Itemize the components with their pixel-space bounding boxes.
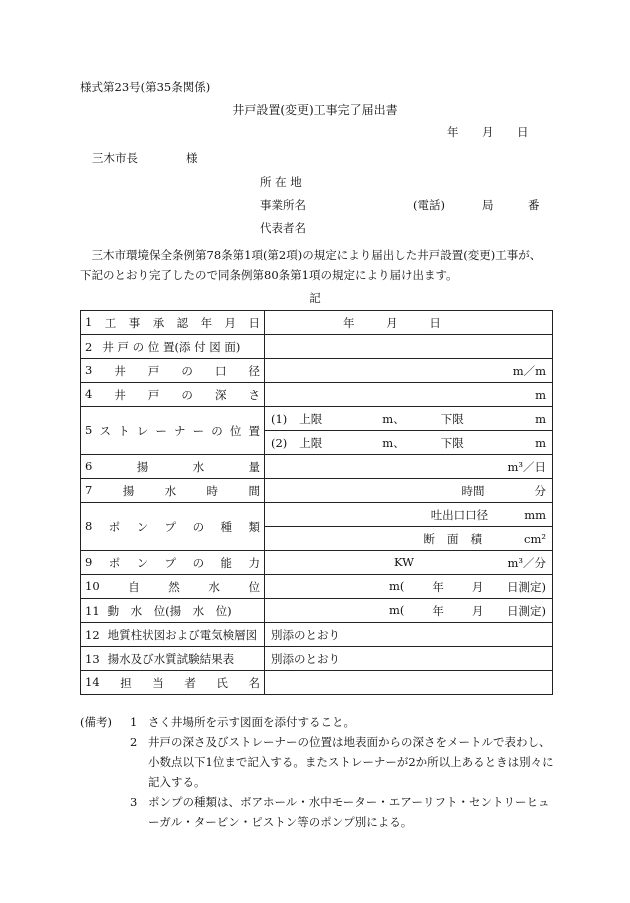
row-label: 5 ス ト レ ー ナ ー の 位 置 [81,407,265,455]
document-title: 井戸設置(変更)工事完了届出書 [232,103,398,117]
row-label: 1 工 事 承 認 年 月 日 [81,311,265,335]
table-row [81,599,553,623]
table-row [81,383,553,407]
table-row [81,479,553,503]
address-label: 所 在 地 [260,175,302,189]
table-row [81,407,553,455]
addressee-name: 三木市長 [92,151,138,165]
intro-line-2: 下記のとおり完了したので同条例第80条第1項の規定により届け出ます。 [80,268,458,282]
table-row [81,551,553,575]
strainer-row-2[interactable]: (2) 上限 m、 下限 m [265,430,552,454]
date-year-label: 年 [447,125,459,139]
pump-capacity-field[interactable]: KW m³／分 [265,551,553,575]
form-number: 様式第23号(第35条関係) [80,80,211,94]
well-position-field[interactable] [265,335,553,359]
pumping-volume-field[interactable]: m³／日 [265,455,553,479]
intro-line-1: 三木市環境保全条例第78条第1項(第2項)の規定により届出した井戸設置(変更)工事が、 [91,248,542,262]
table-row [81,671,553,695]
note-item: (備考) 1 さく井場所を示す図面を添付すること。 [80,712,560,732]
row-label: 7 揚 水 時 間 [81,479,265,503]
note-item: 3 ポンプの種類は、ボアホール・水中モーター・エアーリフト・セントリーヒューガル・タービン・ピストン等のポンプ別による。 [130,795,550,829]
row-label: 11 動 水 位(揚 水 位) [81,599,265,623]
strainer-row-1[interactable]: (1) 上限 m、 下限 m [271,411,546,426]
row-label: 14 担 当 者 氏 名 [81,671,265,695]
table-row [81,455,553,479]
table-row [81,623,553,647]
row-label: 2 井 戸 の 位 置(添 付 図 面) [81,335,265,359]
row-label: 8 ポ ン プ の 種 類 [81,503,265,551]
well-diameter-field[interactable]: m／m [265,359,553,383]
row-label: 10 自 然 水 位 [81,575,265,599]
natural-water-level-field[interactable]: m( 年 月 日測定) [265,575,553,599]
geological-log-field[interactable]: 別添のとおり [265,623,553,647]
ki-heading: 記 [309,291,321,305]
table-row [81,311,553,335]
row-label: 3 井 戸 の 口 径 [81,359,265,383]
representative-label: 代表者名 [260,221,306,235]
phone-kyoku-label: 局 [482,198,494,212]
phone-label: (電話) [413,198,445,212]
approval-date-field[interactable]: 年 月 日 [265,311,553,335]
intro-paragraph [80,245,560,285]
table-row [81,359,553,383]
row-label: 9 ポ ン プ の 能 力 [81,551,265,575]
remarks-heading: (備考) [80,715,112,729]
pump-type-field[interactable] [265,503,553,551]
pumping-time-field[interactable]: 時間 分 [265,479,553,503]
well-depth-field[interactable]: m [265,383,553,407]
row-label: 12 地質柱状図および電気検層図 [81,623,265,647]
row-label: 6 揚 水 量 [81,455,265,479]
person-in-charge-field[interactable] [265,671,553,695]
remarks-section [80,712,560,832]
discharge-diameter-row[interactable]: 吐出口口径 mm [430,507,546,522]
office-name-label: 事業所名 [260,198,306,212]
dynamic-water-level-field[interactable]: m( 年 月 日測定) [265,599,553,623]
date-month-label: 月 [482,125,494,139]
completion-form-table [80,310,553,695]
table-row [81,575,553,599]
note-item: 2 井戸の深さ及びストレーナーの位置は地表面からの深さをメートルで表わし、小数点以下1位まで記入する。またストレーナーが2か所以上あるときは別々に記入する。 [130,735,554,789]
water-test-results-field[interactable]: 別添のとおり [265,647,553,671]
row-label: 4 井 戸 の 深 さ [81,383,265,407]
date-day-label: 日 [517,125,529,139]
strainer-position-field[interactable] [265,407,553,455]
table-row [81,503,553,551]
phone-ban-label: 番 [528,198,540,212]
addressee-suffix: 様 [186,151,198,165]
cross-section-row[interactable]: 断 面 積 cm² [265,526,552,550]
table-row [81,647,553,671]
table-row [81,335,553,359]
row-label: 13 揚水及び水質試験結果表 [81,647,265,671]
